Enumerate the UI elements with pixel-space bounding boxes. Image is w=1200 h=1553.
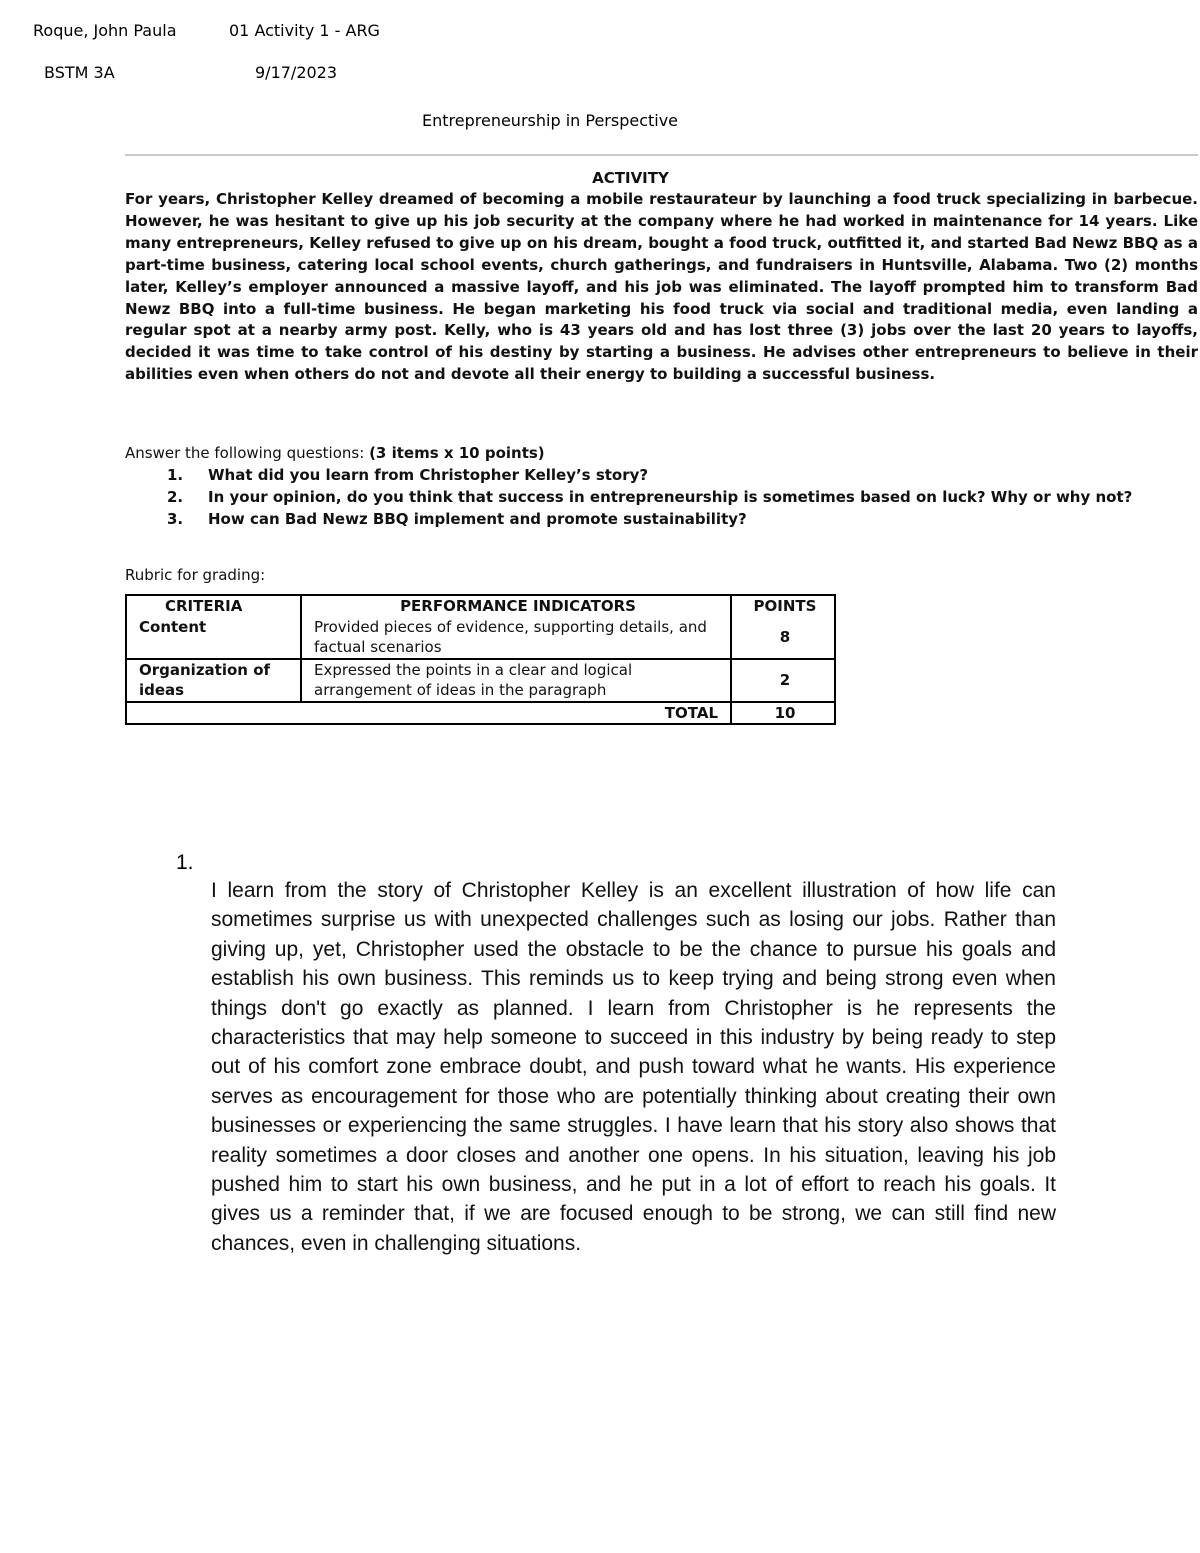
- indicator-cell: Expressed the points in a clear and logical arrangement of ideas in the paragraph: [301, 659, 731, 702]
- subject-title: Entrepreneurship in Perspective: [422, 111, 679, 130]
- student-name: Roque, John Paula: [33, 21, 177, 40]
- criteria-cell: Organization of ideas: [126, 659, 301, 702]
- rubric-row: [126, 659, 835, 702]
- rubric-total-row: [126, 702, 835, 725]
- question-number: 1.: [167, 466, 184, 484]
- rubric-label: Rubric for grading:: [125, 566, 266, 584]
- rubric-header-row: [126, 595, 835, 659]
- rubric-cell: [731, 595, 835, 659]
- questions-intro-text: Answer the following questions:: [125, 444, 365, 462]
- question-list: [125, 464, 1198, 530]
- criteria-header: CRITERIA: [165, 597, 243, 615]
- points-cell: 8: [779, 627, 791, 646]
- points-header: POINTS: [753, 597, 817, 615]
- question-text: In your opinion, do you think that success in entrepreneurship is sometimes based on luck? Why or why not?: [208, 488, 1133, 506]
- rubric-cell: [126, 595, 301, 659]
- question-number: 3.: [167, 510, 184, 528]
- rubric-cell: [301, 595, 731, 659]
- total-points: 10: [731, 702, 835, 725]
- question-item: [125, 486, 1198, 508]
- question-text: What did you learn from Christopher Kelley’s story?: [208, 466, 649, 484]
- activity-section: [125, 167, 1198, 386]
- section-label: BSTM 3A: [44, 63, 115, 82]
- indicators-header: PERFORMANCE INDICATORS: [400, 597, 636, 615]
- question-item: [125, 508, 1198, 530]
- questions-intro: [125, 442, 1198, 464]
- activity-label: 01 Activity 1 - ARG: [229, 21, 380, 40]
- question-text: How can Bad Newz BBQ implement and promote sustainability?: [208, 510, 747, 528]
- points-cell: 2: [731, 659, 835, 702]
- answer-number: 1.: [176, 851, 194, 874]
- indicator-cell: Provided pieces of evidence, supporting details, and factual scenarios: [314, 617, 707, 656]
- question-item: [125, 464, 1198, 486]
- criteria-cell: Content: [139, 617, 207, 636]
- activity-body: For years, Christopher Kelley dreamed of becoming a mobile restaurateur by launching a food truck specializing in barbecue. However, he was hesitant to give up his job security at the company where he had worked in maintenance for 14 years. Like many entrepreneurs, Kelley refused to give up on his dream, bought a food truck, outfitted it, and started Bad Newz BBQ as a part-time business, catering local school events, church gatherings, and fundraisers in Huntsville, Alabama. Two (2) months later, Kelley’s employer announced a massive layoff, and his job was eliminated. The layoff prompted him to transform Bad Newz BBQ into a full-time business. He began marketing his food truck via social and traditional media, even landing a regular spot at a nearby army post. Kelly, who is 43 years old and has lost three (3) jobs over the last 20 years to layoffs, decided it was time to take control of his destiny by starting a business. He advises other entrepreneurs to believe in their abilities even when others do not and devote all their energy to building a successful business.: [125, 190, 1198, 384]
- questions-points-note: (3 items x 10 points): [369, 444, 545, 462]
- rubric-table: [125, 594, 836, 725]
- date-label: 9/17/2023: [255, 63, 338, 82]
- activity-title: ACTIVITY: [592, 169, 669, 187]
- divider-line: [125, 154, 1198, 156]
- answer-text: I learn from the story of Christopher Kelley is an excellent illustration of how life can sometimes surprise us with unexpected challenges such as losing our jobs. Rather than giving up, yet, Christopher used the obstacle to be the chance to pursue his goals and establish his own business. This reminds us to keep trying and being strong even when things don't go exactly as planned. I learn from Christopher is he represents the characteristics that may help someone to succeed in this industry by being ready to step out of his comfort zone embrace doubt, and push toward what he wants. His experience serves as encouragement for those who are potentially thinking about creating their own businesses or experiencing the same struggles. I have learn that his story also shows that reality sometimes a door closes and another one opens. In his situation, leaving his job pushed him to start his own business, and he put in a lot of effort to reach his goals. It gives us a reminder that, if we are focused enough to be strong, we can still find new chances, even in challenging situations.: [211, 879, 1056, 1255]
- question-number: 2.: [167, 488, 184, 506]
- questions-section: [125, 442, 1198, 530]
- total-label: TOTAL: [126, 702, 731, 725]
